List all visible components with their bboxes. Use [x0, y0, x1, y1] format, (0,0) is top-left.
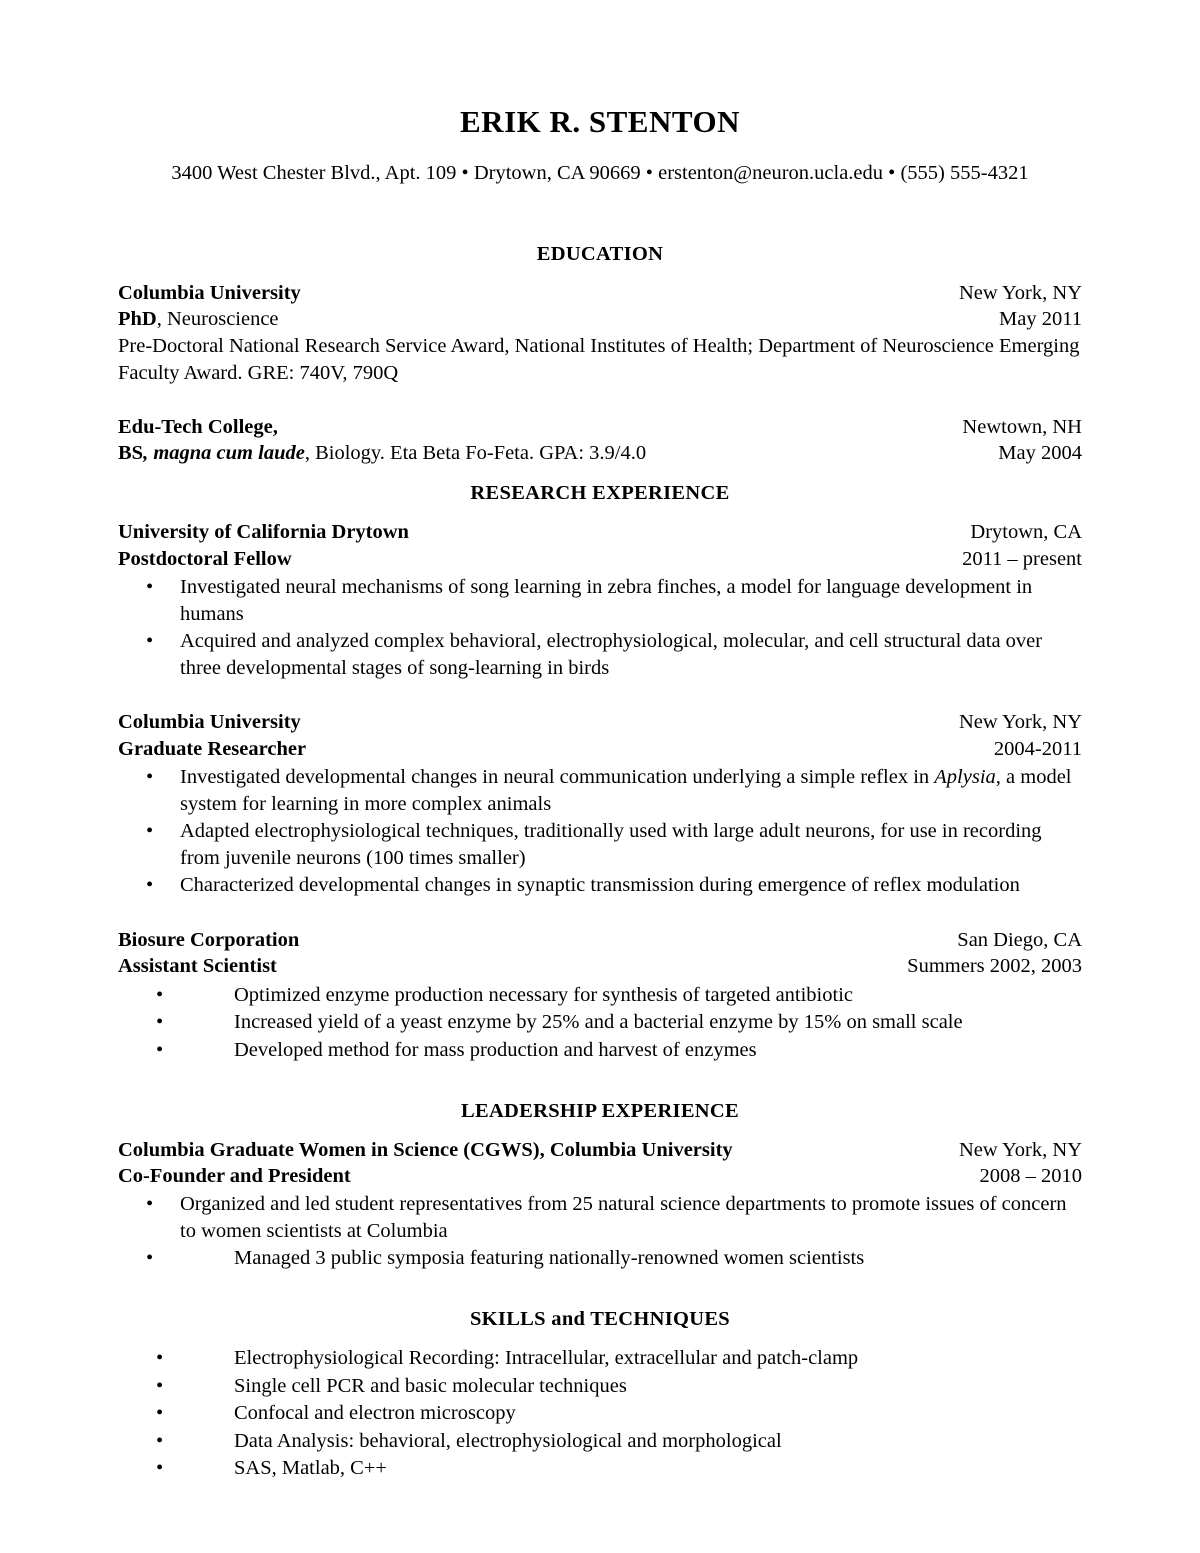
education-degree: BS: [118, 442, 144, 465]
spacer: [118, 472, 1082, 482]
leadership-org: Columbia Graduate Women in Science (CGWS), Columbia University: [118, 1138, 733, 1161]
education-date: May 2004: [998, 442, 1082, 465]
research-entry: [118, 927, 1082, 1063]
education-field: , Biology. Eta Beta Fo-Feta. GPA: 3.9/4.0: [304, 442, 647, 465]
spacer: [118, 1070, 1082, 1100]
section-heading-skills: SKILLS and TECHNIQUES: [469, 1307, 730, 1330]
list-item: • Electrophysiological Recording: Intracellular, extracellular and patch-clamp: [118, 1345, 1082, 1372]
education-detail: Pre-Doctoral National Research Service Award, National Institutes of Health; Department of Neuroscience Emerging Faculty Award. GRE: 740V, 790Q: [118, 335, 1080, 384]
research-role: Graduate Researcher: [118, 737, 307, 760]
leadership-bullet-list: [118, 1191, 1082, 1272]
spacer: [118, 1278, 1082, 1308]
education-date: May 2011: [999, 308, 1082, 331]
research-date: 2004-2011: [993, 737, 1082, 760]
list-item: • Single cell PCR and basic molecular techniques: [118, 1373, 1082, 1400]
research-bullet-list: [118, 574, 1082, 682]
research-role: Postdoctoral Fellow: [118, 547, 292, 570]
list-item: • Increased yield of a yeast enzyme by 25% and a bacterial enzyme by 15% on small scale: [118, 1009, 1082, 1036]
list-item: • Investigated neural mechanisms of song learning in zebra finches, a model for language development in humans: [118, 574, 1082, 627]
research-org: Biosure Corporation: [118, 929, 300, 952]
spacer: [118, 687, 1082, 709]
list-item: • Managed 3 public symposia featuring nationally-renowned women scientists: [118, 1245, 1082, 1272]
list-item: • Data Analysis: behavioral, electrophysiological and morphological: [118, 1428, 1082, 1455]
research-location: Drytown, CA: [970, 521, 1082, 544]
list-item: • Acquired and analyzed complex behavioral, electrophysiological, molecular, and cell structural data over three developmental stages of song-learning in birds: [118, 628, 1082, 681]
research-org: University of California Drytown: [118, 521, 409, 544]
leadership-role: Co-Founder and President: [118, 1164, 351, 1187]
education-org: Edu-Tech College,: [118, 415, 278, 438]
research-bullet-list: [118, 982, 1082, 1064]
education-degree: PhD: [118, 308, 157, 331]
section-heading-education: EDUCATION: [536, 243, 664, 265]
contact-line: 3400 West Chester Blvd., Apt. 109 • Drytown, CA 90669 • erstenton@neuron.ucla.edu • (555) 555-4321: [171, 162, 1029, 184]
list-item: • Developed method for mass production and harvest of enzymes: [118, 1037, 1082, 1064]
list-item: • SAS, Matlab, C++: [118, 1455, 1082, 1482]
education-org: Columbia University: [118, 282, 301, 304]
education-location: New York, NY: [958, 282, 1082, 304]
list-item: • Investigated developmental changes in neural communication underlying a simple reflex in Aplysia, a model system for learning in more complex animals: [118, 764, 1082, 817]
list-item: • Adapted electrophysiological techniques, traditionally used with large adult neurons, for use in recording from juvenile neurons (100 times smaller): [118, 818, 1082, 871]
research-entry: [118, 519, 1082, 681]
education-field: , Neuroscience: [156, 308, 279, 331]
list-item: • Organized and led student representatives from 25 natural science departments to promote issues of concern to women scientists at Columbia: [118, 1191, 1082, 1244]
page-title: ERIK R. STENTON: [460, 104, 740, 139]
education-honors: , magna cum laude: [143, 442, 305, 465]
education-entry: [118, 414, 1082, 466]
education-location: Newtown, NH: [962, 415, 1082, 438]
research-bullet-list: [118, 764, 1082, 899]
research-org: Columbia University: [118, 711, 301, 734]
research-role: Assistant Scientist: [118, 955, 277, 978]
research-location: New York, NY: [958, 711, 1082, 734]
list-item: • Optimized enzyme production necessary for synthesis of targeted antibiotic: [118, 982, 1082, 1009]
education-entry: [118, 280, 1082, 386]
leadership-entry: [118, 1137, 1082, 1272]
research-date: 2011 – present: [962, 547, 1082, 570]
skills-list: [118, 1345, 1082, 1482]
section-heading-research: RESEARCH EXPERIENCE: [470, 482, 730, 505]
list-item: • Characterized developmental changes in synaptic transmission during emergence of reflex modulation: [118, 872, 1082, 899]
research-entry: [118, 709, 1082, 899]
list-item: • Confocal and electron microscopy: [118, 1400, 1082, 1427]
leadership-location: New York, NY: [958, 1138, 1082, 1161]
spacer: [118, 905, 1082, 927]
research-location: San Diego, CA: [957, 929, 1082, 952]
research-date: Summers 2002, 2003: [907, 955, 1082, 978]
spacer: [118, 392, 1082, 414]
section-heading-leadership: LEADERSHIP EXPERIENCE: [461, 1099, 739, 1122]
leadership-date: 2008 – 2010: [979, 1164, 1082, 1187]
